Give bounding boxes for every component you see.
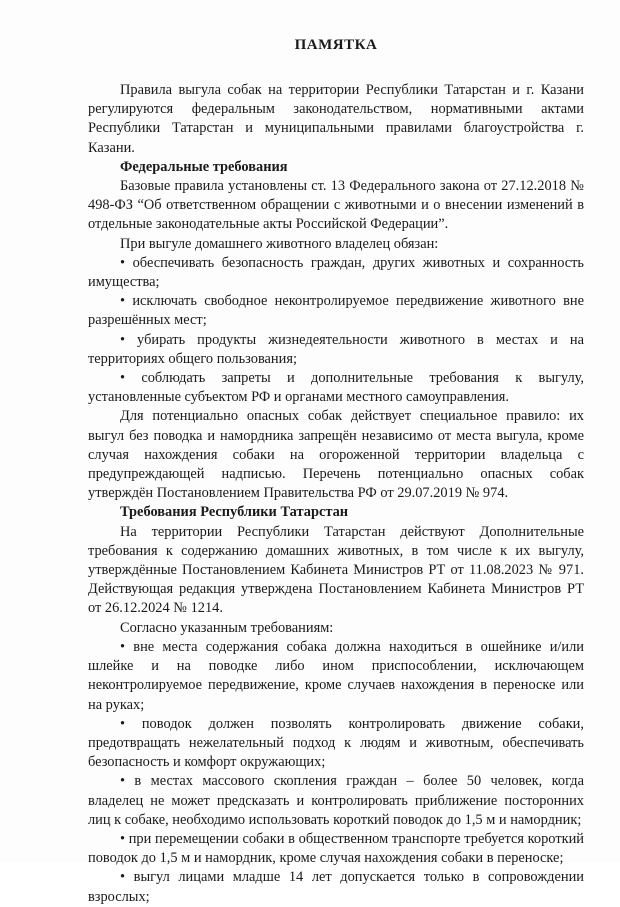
republic-bullet-2: • поводок должен позволять контролировать движение собаки, предотвращать нежелательный подход к людям и животным, обеспечивать безопасность и комфорт окружающих;: [88, 715, 584, 771]
republic-bullet-3: • в местах массового скопления граждан – более 50 человек, когда владелец не может предсказать и контролировать приближение посторонних лиц к собаке, необходимо использовать короткий поводок до 1,5 м и намордник;: [88, 773, 584, 828]
republic-lead: Согласно указанным требованиям:: [120, 619, 334, 636]
dangerous-dogs-paragraph: Для потенциально опасных собак действует специальное правило: их выгул без поводка и намордника запрещён независимо от места выгула, кроме случая нахождения собаки на огороженной территории владельца с предупреждающей надписью. Перечень потенциально опасных собак утверждён Постановлением Правительства РФ от 29.07.2019 № 974.: [88, 408, 584, 502]
document-title: ПАМЯТКА: [294, 37, 378, 53]
intro-paragraph: Правила выгула собак на территории Республики Татарстан и г. Казани регулируются федеральным законодательством, нормативными актами Республики Татарстан и муниципальными правилами благоустройства г. Казани.: [88, 82, 584, 156]
federal-bullet-2: • исключать свободное неконтролируемое передвижение животного вне разрешённых мест;: [88, 293, 584, 329]
federal-heading: Федеральные требования: [120, 158, 288, 175]
federal-obligations-lead: При выгуле домашнего животного владелец обязан:: [120, 235, 439, 252]
republic-basis-paragraph: На территории Республики Татарстан действуют Дополнительные требования к содержанию домашних животных, в том числе к их выгулу, утверждённые Постановлением Кабинета Министров РТ от 11.08.2023 № 971. Действующая редакция утверждена Постановлением Кабинета Министров РТ от 26.12.2024 № 1214.: [88, 523, 584, 617]
republic-bullet-4: • при перемещении собаки в общественном транспорте требуется короткий поводок до 1,5 м и намордник, кроме случая нахождения собаки в переноске;: [88, 830, 584, 867]
federal-bullet-3: • убирать продукты жизнедеятельности животного в местах и на территориях общего пользования;: [88, 331, 584, 367]
federal-bullet-4: • соблюдать запреты и дополнительные требования к выгулу, установленные субъектом РФ и органами местного самоуправления.: [88, 370, 584, 406]
republic-bullet-1: • вне места содержания собака должна находиться в ошейнике и/или шлейке и на поводке либо ином приспособлении, исключающем неконтролируемое передвижение, кроме случаев нахождения в переноске или на руках;: [88, 638, 584, 713]
federal-basis-paragraph: Базовые правила установлены ст. 13 Федерального закона от 27.12.2018 № 498-ФЗ “Об ответственном обращении с животными и о внесении изменений в отдельные законодательные акты Российской Федерации”.: [88, 178, 584, 233]
federal-bullet-1: • обеспечивать безопасность граждан, других животных и сохранность имущества;: [88, 254, 584, 291]
document-body: [88, 36, 584, 907]
republic-bullet-5: • выгул лицами младше 14 лет допускается только в сопровождении взрослых;: [88, 869, 584, 905]
republic-heading: Требования Республики Татарстан: [120, 504, 349, 521]
